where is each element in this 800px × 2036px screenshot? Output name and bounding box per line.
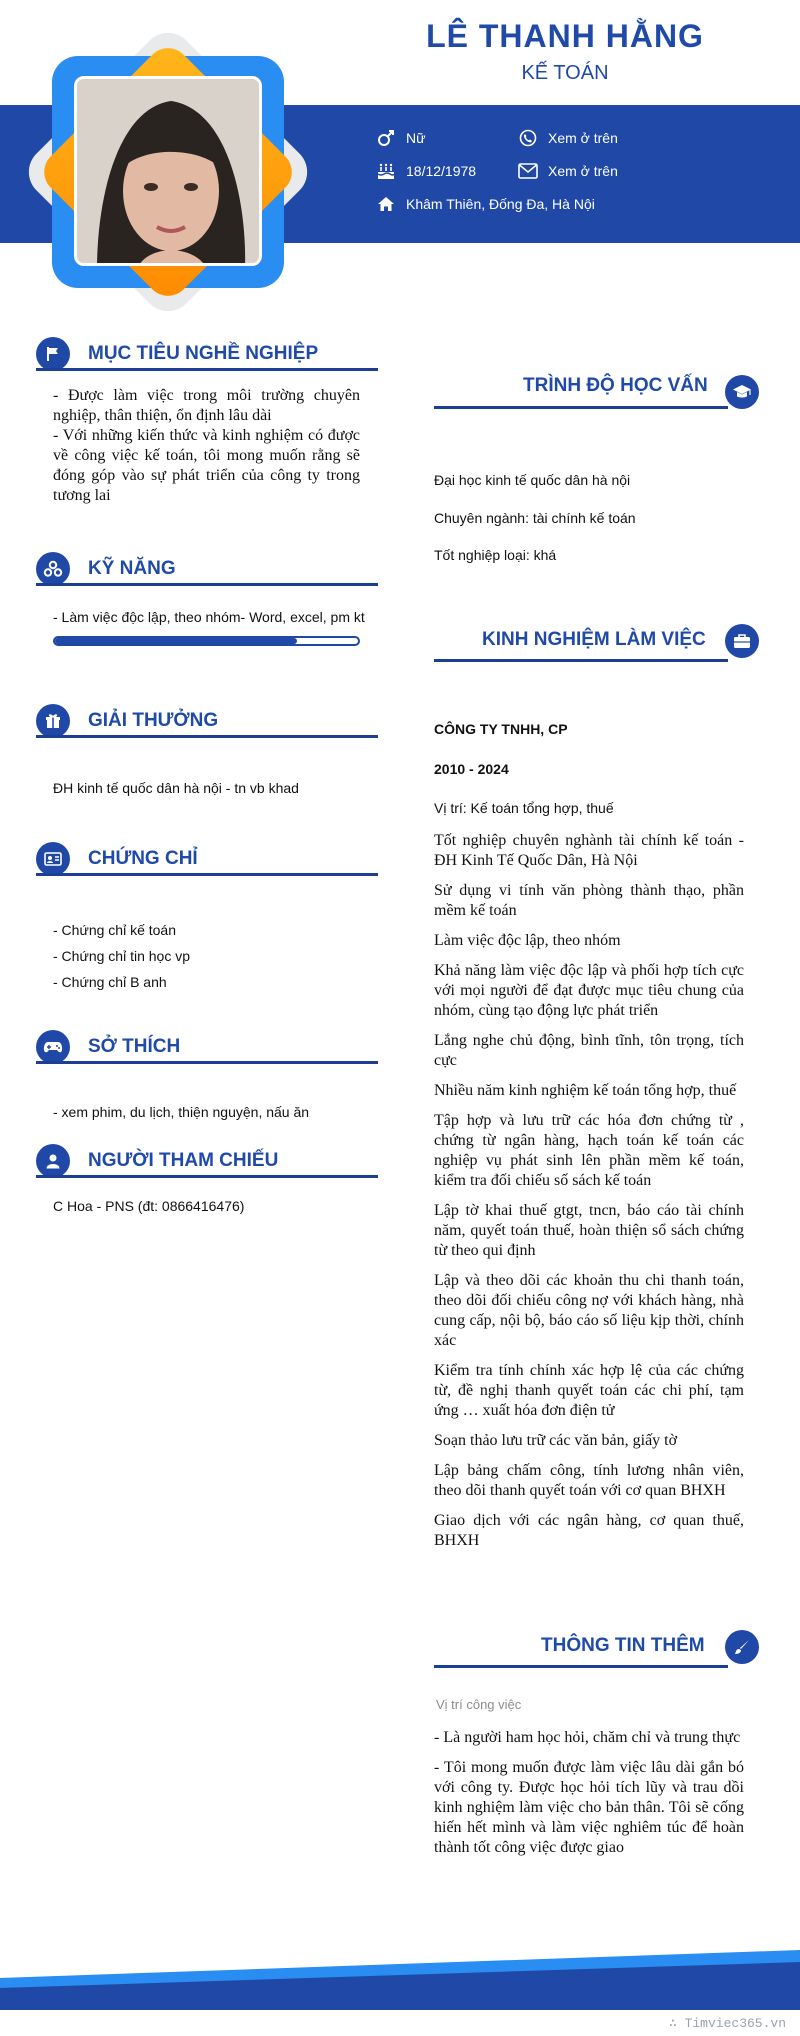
- objective-title: MỤC TIÊU NGHỀ NGHIỆP: [88, 343, 319, 364]
- additional-heading: [541, 1635, 705, 1657]
- experience-title: KINH NGHIỆM LÀM VIỆC: [482, 629, 706, 650]
- skills-heading: [36, 552, 176, 586]
- graduation-cap-icon: [725, 375, 759, 409]
- experience-position: Vị trí: Kế toán tổng hợp, thuế: [434, 800, 614, 816]
- gamepad-icon: [36, 1030, 70, 1064]
- experience-item: Giao dịch với các ngân hàng, cơ quan thuế, BHXH: [434, 1512, 744, 1549]
- certificates-title: CHỨNG CHỈ: [88, 848, 198, 869]
- divider: [36, 1175, 378, 1178]
- additional-list: [434, 1728, 744, 1868]
- skill-item: - Làm việc độc lập, theo nhóm- Word, excel, pm kt: [53, 609, 365, 625]
- hobby-item: - xem phim, du lịch, thiện nguyện, nấu ăn: [53, 1104, 310, 1120]
- skills-icon: [36, 552, 70, 586]
- person-icon: [36, 1144, 70, 1178]
- experience-item: Sử dụng vi tính văn phòng thành thạo, phần mềm kế toán: [434, 882, 744, 919]
- education-school: Đại học kinh tế quốc dân hà nội: [434, 472, 631, 488]
- divider: [434, 1665, 728, 1668]
- experience-item: Tập hợp và lưu trữ các hóa đơn chứng từ , chứng từ ngân hàng, hạch toán kế toán các nghiệp vụ phát sinh lên phần mềm kế toán, kiểm tra đối chiếu số sách kế toán: [434, 1112, 744, 1189]
- job-title: KẾ TOÁN: [521, 62, 609, 84]
- experience-item: Kiểm tra tính chính xác hợp lệ của các chứng từ, đề nghị thanh quyết toán các chi phí, tạm ứng … xuất hóa đơn điện tử: [434, 1362, 744, 1419]
- id-card-icon: [36, 842, 70, 876]
- address-item: [376, 194, 595, 214]
- experience-item: Khả năng làm việc độc lập và phối hợp tích cực với mọi người để đạt được mục tiêu chung của nhóm, cùng tạo động lực phát triển: [434, 962, 744, 1019]
- skills-title: KỸ NĂNG: [88, 558, 176, 579]
- awards-heading: [36, 704, 218, 738]
- experience-heading: [482, 629, 706, 651]
- zalo-item: [518, 128, 618, 148]
- references-heading: [36, 1144, 278, 1178]
- divider: [36, 1061, 378, 1064]
- experience-item: Nhiều năm kinh nghiệm kế toán tổng hợp, thuế: [434, 1082, 737, 1099]
- brush-icon: [725, 1630, 759, 1664]
- birthday-item: [376, 161, 476, 181]
- divider: [434, 659, 728, 662]
- experience-item: Lắng nghe chủ động, bình tĩnh, tôn trọng, tích cực: [434, 1032, 744, 1069]
- objective-heading: [36, 337, 318, 371]
- certificate-list: [53, 917, 190, 995]
- hobbies-title: SỞ THÍCH: [88, 1036, 181, 1057]
- experience-item: Làm việc độc lập, theo nhóm: [434, 932, 621, 949]
- certificate-item: - Chứng chỉ tin học vp: [53, 948, 190, 964]
- divider: [434, 406, 728, 409]
- additional-title: THÔNG TIN THÊM: [541, 1635, 705, 1656]
- references-title: NGƯỜI THAM CHIẾU: [88, 1150, 279, 1171]
- reference-item: C Hoa - PNS (đt: 0866416476): [53, 1198, 245, 1214]
- education-grade: Tốt nghiệp loại: khá: [434, 547, 557, 563]
- avatar-frame: [26, 30, 310, 314]
- gift-icon: [36, 704, 70, 738]
- divider: [36, 873, 378, 876]
- phone-icon: [518, 128, 538, 148]
- award-item: ĐH kinh tế quốc dân hà nội - tn vb khad: [53, 780, 299, 796]
- certificates-heading: [36, 842, 198, 876]
- objective-line: - Với những kiến thức và kinh nghiệm có được về công việc kế toán, tôi mong muốn rằng sẽ đóng góp vào sự phát triển của công ty trong tương lai: [53, 427, 360, 504]
- experience-item: Lập và theo dõi các khoản thu chi thanh toán, theo dõi đối chiếu công nợ với khách hàng, nhà cung cấp, nội bộ, báo cáo số liệu kịp thời, chính xác: [434, 1272, 744, 1349]
- briefcase-icon: [725, 624, 759, 658]
- experience-item: Lập bảng chấm công, tính lương nhân viên, theo dõi thanh quyết toán với cơ quan BHXH: [434, 1462, 744, 1499]
- experience-company: CÔNG TY TNHH, CP: [434, 721, 568, 737]
- address-text: Khâm Thiên, Đống Đa, Hà Nội: [406, 196, 595, 212]
- flag-icon: [36, 337, 70, 371]
- cake-icon: [376, 161, 396, 181]
- divider: [36, 583, 378, 586]
- education-major: Chuyên ngành: tài chính kế toán: [434, 510, 636, 526]
- experience-period: 2010 - 2024: [434, 761, 509, 777]
- email-text: Xem ở trên: [548, 163, 618, 179]
- experience-item: Lập tờ khai thuế gtgt, tncn, báo cáo tài chính năm, quyết toán thuế, hoàn thiện sổ sách chứng từ theo qui định: [434, 1202, 744, 1259]
- brand-watermark: ∴ Timviec365.vn: [668, 2016, 786, 2031]
- certificate-item: - Chứng chỉ B anh: [53, 974, 167, 990]
- skill-level-bar: [53, 636, 360, 646]
- gender-text: Nữ: [406, 130, 426, 146]
- skill-level-fill: [55, 638, 297, 644]
- objective-body: [53, 386, 360, 506]
- candidate-name: LÊ THANH HẰNG: [426, 18, 704, 54]
- objective-line: - Được làm việc trong môi trường chuyên nghiệp, thân thiện, ổn định lâu dài: [53, 387, 360, 424]
- awards-title: GIẢI THƯỞNG: [88, 710, 219, 731]
- additional-subtitle: Vị trí công việc: [436, 1697, 522, 1712]
- additional-item: - Tôi mong muốn được làm việc lâu dài gắn bó với công ty. Được học hỏi tích lũy và trau dồi kinh nghiệm làm việc cho bản thân. Tôi sẽ cống hiến hết mình và làm việc nghiêm túc để hoàn thành tốt công việc được giao: [434, 1759, 744, 1856]
- experience-list: [434, 831, 744, 1561]
- experience-item: Soạn thảo lưu trữ các văn bản, giấy tờ: [434, 1432, 678, 1449]
- additional-item: - Là người ham học hỏi, chăm chỉ và trung thực: [434, 1729, 741, 1746]
- hobbies-heading: [36, 1030, 180, 1064]
- footer-wave: [0, 1950, 800, 2010]
- home-icon: [376, 194, 396, 214]
- email-icon: [518, 161, 538, 181]
- certificate-item: - Chứng chỉ kế toán: [53, 922, 176, 938]
- divider: [36, 735, 378, 738]
- education-heading: [523, 375, 708, 397]
- divider: [36, 368, 378, 371]
- experience-item: Tốt nghiệp chuyên nghành tài chính kế toán - ĐH Kinh Tế Quốc Dân, Hà Nội: [434, 832, 744, 869]
- education-title: TRÌNH ĐỘ HỌC VẤN: [523, 375, 708, 396]
- gender-icon: [376, 128, 396, 148]
- email-item: [518, 161, 618, 181]
- zalo-text: Xem ở trên: [548, 130, 618, 146]
- gender-item: [376, 128, 425, 148]
- birthday-text: 18/12/1978: [406, 163, 477, 179]
- avatar: [74, 76, 262, 266]
